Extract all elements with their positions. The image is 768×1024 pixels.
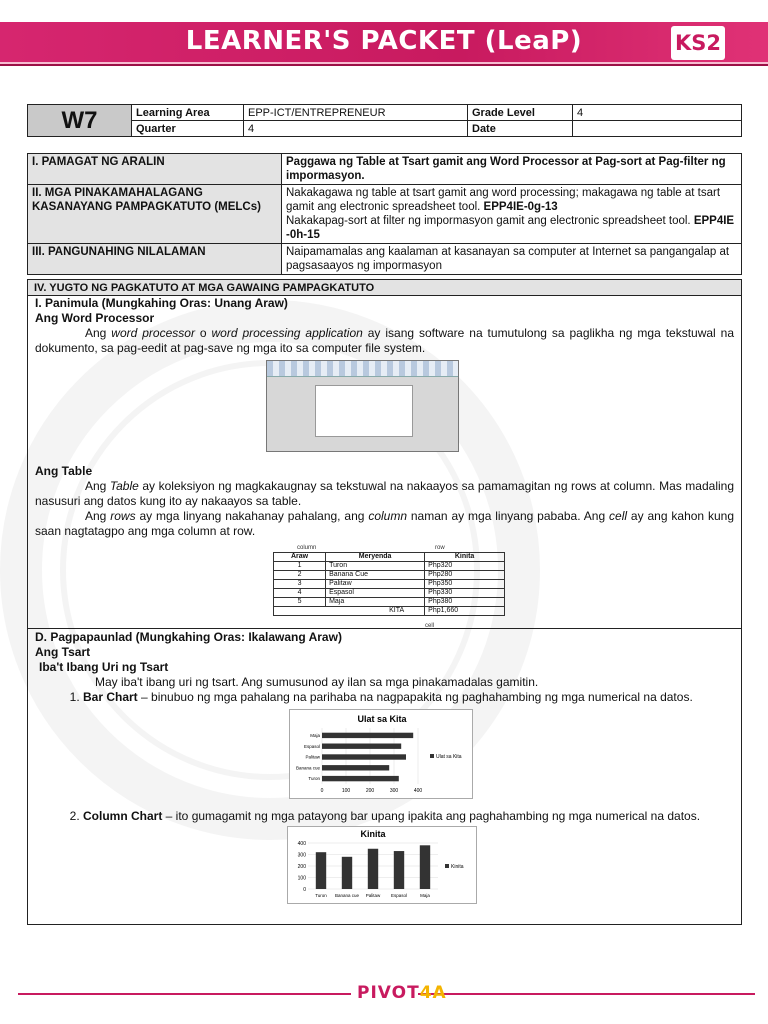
chart-title: Ulat sa Kita bbox=[357, 714, 407, 724]
bar-chart-svg bbox=[290, 710, 474, 800]
sample-table-header: Araw Meryenda Kinita bbox=[274, 553, 505, 562]
category-label: Banana cue bbox=[295, 765, 320, 771]
column bbox=[420, 845, 430, 889]
x-tick-label: 400 bbox=[413, 788, 423, 794]
packet-title: LEARNER'S PACKET (LeaP) bbox=[185, 26, 583, 56]
table-heading: Ang Table bbox=[35, 464, 93, 478]
word-processor-screenshot bbox=[266, 360, 459, 452]
category-label: Banana cue bbox=[334, 893, 360, 898]
table-paragraph-1: Ang Table ay koleksiyon ng magkakaugnay sa tekstuwal na nakaayos sa pamamagitan ng rows at column. Mas madaling nasusuri ang datos kung ito ay nakaayos sa table. bbox=[35, 479, 734, 508]
grade-level-value: 4 bbox=[573, 105, 742, 121]
section-d bbox=[27, 628, 742, 925]
y-tick-label: 400 bbox=[297, 841, 306, 847]
bar bbox=[322, 744, 401, 749]
learning-area-label: Learning Area bbox=[132, 105, 244, 121]
column bbox=[342, 857, 352, 889]
legend-swatch bbox=[430, 754, 434, 758]
column bbox=[368, 849, 378, 889]
chart-types-heading: Iba't Ibang Uri ng Tsart bbox=[39, 660, 169, 674]
table-paragraph-2: Ang rows ay mga linyang nakahanay pahalang, ang column naman ay mga linyang pababa. Ang cell ay ang kahon kung saan nagtatagpo ang mga column at row. bbox=[35, 509, 735, 538]
table-total-row: KITA Php1,660 bbox=[274, 607, 505, 616]
footer-line-left bbox=[18, 993, 351, 995]
grade-level-label: Grade Level bbox=[468, 105, 573, 121]
column-annotation: column bbox=[297, 545, 317, 551]
ks-badge: KS2 bbox=[671, 26, 725, 60]
development-heading: D. Pagpapaunlad (Mungkahing Oras: Ikalawang Araw) bbox=[35, 630, 342, 644]
word-processor-paragraph: Ang word processor o word processing application ay isang software na tumutulong sa paglikha ng mga tekstuwal na dokumento, sa pag-eedit at pag-save ng mga ito sa computer file system. bbox=[35, 326, 735, 355]
intro-heading: I. Panimula (Mungkahing Oras: Unang Araw) bbox=[35, 296, 288, 310]
sample-table-area bbox=[35, 539, 734, 627]
table-row: 1 Turon Php320 bbox=[274, 562, 505, 571]
melc-text-2: Nakakapag-sort at filter ng impormasyon gamit ang electronic spreadsheet tool. bbox=[286, 215, 694, 227]
header-banner bbox=[0, 22, 768, 66]
chart-title: Kinita bbox=[360, 829, 386, 839]
y-tick-label: 200 bbox=[297, 864, 306, 870]
melc-content bbox=[282, 185, 742, 244]
content-value: Naipamamalas ang kaalaman at kasanayan sa computer at Internet sa pangangalap at pagsasaayos ng impormasyon bbox=[282, 244, 742, 275]
column bbox=[316, 852, 326, 889]
content-label: III. PANGUNAHING NILALAMAN bbox=[28, 244, 282, 275]
tsart-heading: Ang Tsart bbox=[35, 645, 91, 659]
column-chart-svg bbox=[288, 827, 478, 905]
date-value bbox=[573, 121, 742, 137]
title-label: I. PAMAGAT NG ARALIN bbox=[28, 154, 282, 185]
category-label: Turon bbox=[315, 893, 327, 898]
word-screenshot-area bbox=[35, 356, 734, 464]
word-processor-heading: Ang Word Processor bbox=[35, 311, 155, 325]
bar-chart-area bbox=[35, 705, 734, 809]
date-label: Date bbox=[468, 121, 573, 137]
legend-label: Kinita bbox=[451, 864, 464, 870]
column-chart bbox=[287, 826, 477, 904]
y-tick-label: 0 bbox=[303, 887, 306, 893]
quarter-label: Quarter bbox=[132, 121, 244, 137]
melc-label: II. MGA PINAKAMAHALAGANG KASANAYANG PAMPAGKATUTO (MELCs) bbox=[28, 185, 282, 244]
column bbox=[394, 851, 404, 889]
table-row: 4 Espasol Php330 bbox=[274, 589, 505, 598]
category-label: Espasol bbox=[390, 893, 408, 898]
sample-data-table bbox=[273, 552, 505, 616]
footer-line-right bbox=[418, 993, 755, 995]
list-item-bar-chart: 1. Bar Chart – binubuo ng mga pahalang na parihaba na nagpapakita ng paghahambing ng mga numerical na datos. bbox=[83, 690, 734, 705]
legend-label: Ulat sa Kita bbox=[436, 754, 462, 760]
table-row: 3 Palitaw Php350 bbox=[274, 580, 505, 589]
category-label: Maja bbox=[420, 893, 430, 898]
bar bbox=[322, 754, 406, 759]
legend-swatch bbox=[445, 864, 449, 868]
x-tick-label: 0 bbox=[320, 788, 324, 794]
melc-code-2: EPP4IE -0h-15 bbox=[286, 215, 735, 241]
meta-table bbox=[27, 104, 742, 137]
y-tick-label: 100 bbox=[297, 875, 306, 882]
melc-code-1: EPP4IE-0g-13 bbox=[483, 201, 558, 213]
bar bbox=[322, 776, 399, 781]
bar-chart bbox=[289, 709, 473, 799]
list-item-column-chart: 2. Column Chart – ito gumagamit ng mga patayong bar upang ipakita ang paghahambing ng mga numerical na datos. bbox=[83, 809, 734, 824]
category-label: Turon bbox=[308, 776, 320, 782]
week-label: W7 bbox=[28, 105, 132, 137]
chart-types-intro: May iba't ibang uri ng tsart. Ang sumusunod ay ilan sa mga pinakamadalas gamitin. bbox=[95, 675, 539, 689]
table-row: 2 Banana Cue Php280 bbox=[274, 571, 505, 580]
y-tick-label: 300 bbox=[297, 852, 306, 859]
category-label: Espasol bbox=[303, 743, 320, 749]
section-iv bbox=[27, 279, 742, 629]
bar bbox=[322, 733, 413, 738]
pivot-logo: PIVOT4A bbox=[357, 983, 447, 1003]
quarter-value: 4 bbox=[244, 121, 468, 137]
lesson-title: Paggawa ng Table at Tsart gamit ang Word Processor at Pag-sort at Pag-filter ng impormasyon. bbox=[282, 154, 742, 185]
category-label: Palitaw bbox=[305, 754, 320, 760]
cell-annotation: cell bbox=[425, 623, 435, 629]
x-tick-label: 100 bbox=[341, 788, 351, 794]
column-chart-area bbox=[35, 824, 734, 914]
banner-stripe bbox=[0, 62, 768, 64]
section-iv-heading: IV. YUGTO NG PAGKATUTO AT MGA GAWAING PAMPAGKATUTO bbox=[28, 280, 741, 296]
category-label: Palitaw bbox=[365, 893, 381, 898]
word-ribbon bbox=[267, 361, 458, 377]
row-annotation: row bbox=[435, 545, 445, 551]
x-tick-label: 200 bbox=[365, 788, 375, 794]
table-row: 5 Maja Php380 bbox=[274, 598, 505, 607]
melc-text-1: Nakakagawa ng table at tsart gamit ang word processing; makagawa ng table at tsart gamit ang electronic spreadsheet tool. bbox=[286, 187, 721, 213]
bar bbox=[322, 765, 389, 770]
x-tick-label: 300 bbox=[389, 788, 399, 794]
lesson-info-table bbox=[27, 153, 742, 275]
category-label: Maja bbox=[310, 733, 320, 739]
word-blank-page bbox=[315, 385, 413, 437]
learning-area-value: EPP-ICT/ENTREPRENEUR bbox=[244, 105, 468, 121]
